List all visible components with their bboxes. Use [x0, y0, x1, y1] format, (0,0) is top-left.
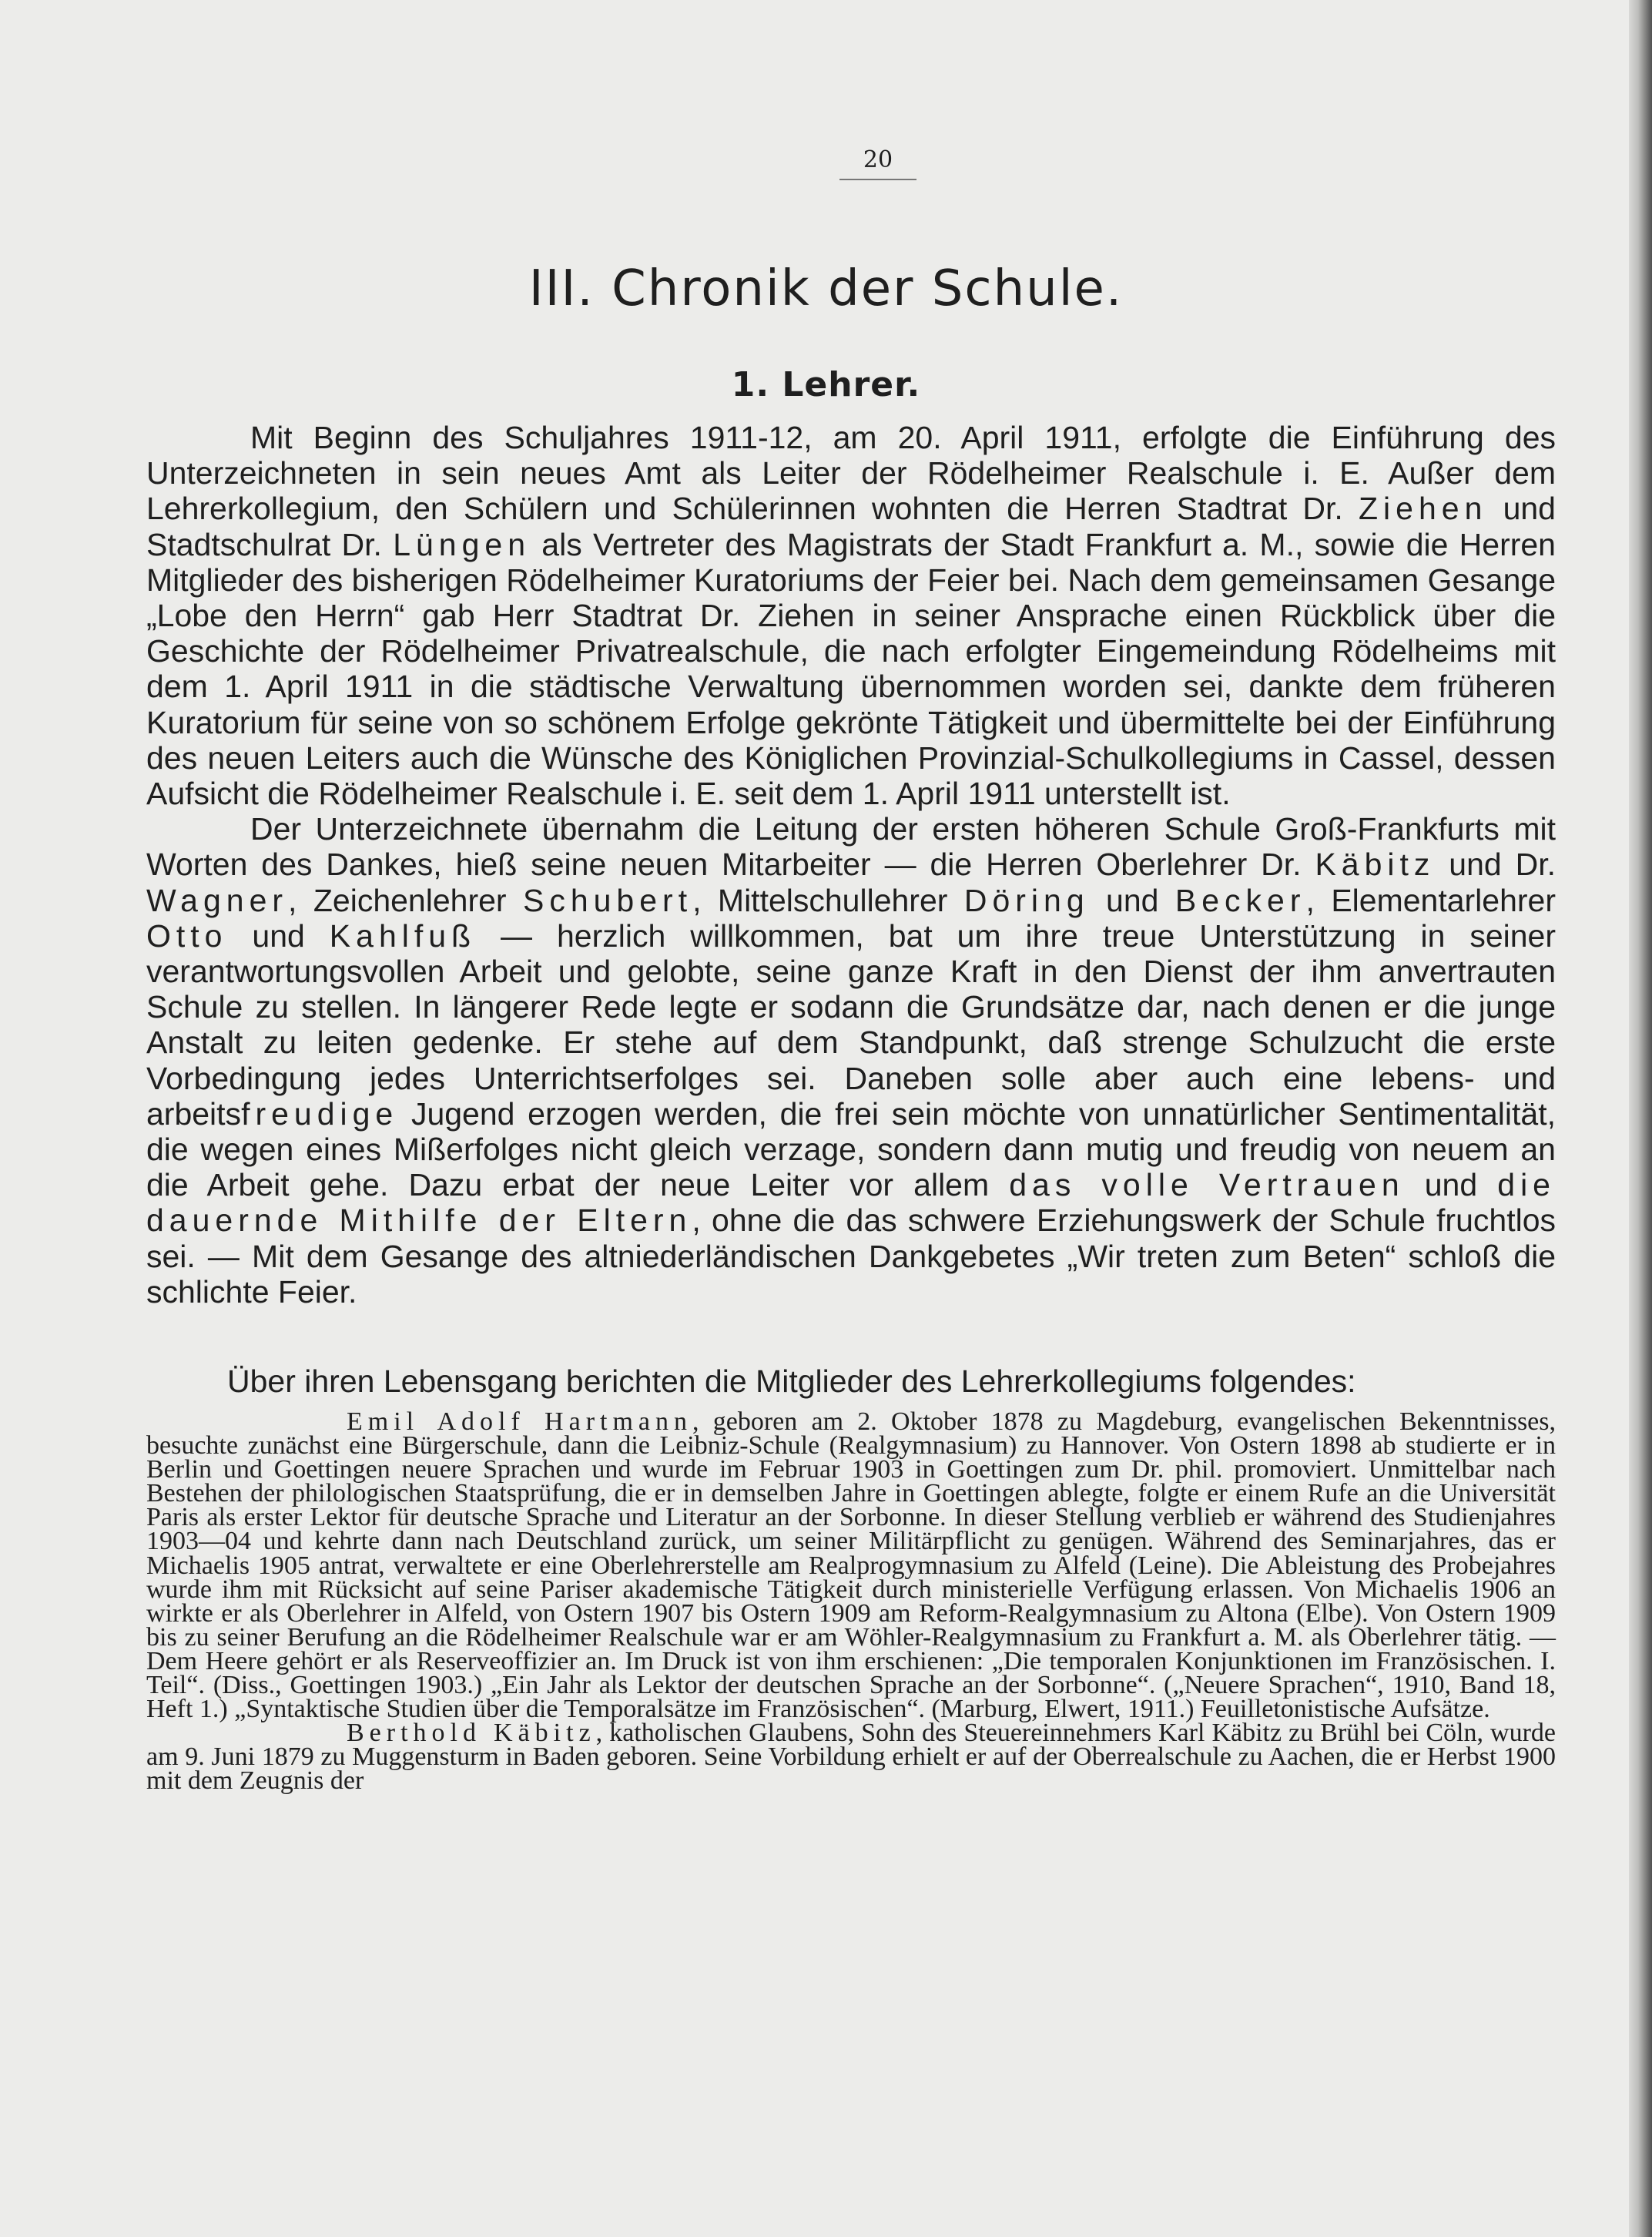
text-run: und Dr.	[1435, 847, 1556, 883]
paragraph-intro: Über ihren Lebensgang berichten die Mitglieder des Lehrerkollegiums folgendes:	[227, 1363, 1356, 1399]
text-run: und	[227, 917, 330, 954]
text-run: , geboren am 2. Oktober 1878 zu Magdeburg, evangelischen Bekenntnisses, besuchte zunächst eine Bürgerschule, dann die Leibniz-Schule (Realgymnasium) zu Hannover. Von Ostern 1898 ab studierte er in Berlin und Goettingen neuere Sprachen und wurde im Februar 1903 in Goettingen zum Dr. phil. promoviert. Unmittelbar nach Bestehen der philologischen Staatsprüfung, die er in demselben Jahre in Goettingen ablegte, folgte er einem Rufe an die Universität Paris als erster Lektor für deutsche Sprache und Literatur an der Sorbonne. In dieser Stellung verblieb er während des Studienjahres 1903—04 und kehrte dann nach Deutschland zurück, um seiner Militärpflicht zu genügen. Während des Seminarjahres, das er Michaelis 1905 antrat, verwaltete er eine Oberlehrerstelle am Realprogymnasium zu Alfeld (Leine). Die Ableistung des Probejahres wurde ihm mit Rücksicht auf seine Pariser akademische Tätigkeit durch ministerielle Verfügung erlassen. Von Michaelis 1906 an wirkte er als Oberlehrer in Alfeld, von Ostern 1907 bis Ostern 1909 am Reform-Realgymnasium zu Altona (Elbe). Von Ostern 1909 bis zu seiner Berufung an die Rödelheimer Realschule war er am Wöhler-Realgymnasium zu Frankfurt a. M. als Oberlehrer tätig. — Dem Heere gehört er als Reserveoffizier an. Im Druck ist von ihm erschienen: „Die temporalen Konjunktionen im Französischen. I. Teil“. (Diss., Goettingen 1903.) „Ein Jahr als Lektor der deutschen Sprache an der Sorbonne“. („Neuere Sprachen“, 1910, Band 18, Heft 1.) „Syntaktische Studien über die Temporalsätze im Französischen“. (Marburg, Elwert, 1911.) Feuilletonistische Aufsätze.	[146, 1407, 1556, 1724]
person-name: Lüngen	[393, 526, 531, 562]
chapter-title: III. Chronik der Schule.	[528, 260, 1124, 317]
text-run: und	[1404, 1167, 1498, 1203]
page-number: 20	[839, 146, 916, 180]
biography-kaebitz	[146, 1719, 1556, 1796]
person-name: Schubert	[522, 882, 693, 918]
text-run: , Elementarlehrer	[1305, 882, 1556, 918]
person-name: Emil Adolf Hartmann	[347, 1407, 692, 1436]
person-name: Ziehen	[1359, 491, 1488, 527]
person-name: Otto	[146, 917, 228, 954]
person-name: Käbitz	[1315, 847, 1436, 883]
person-name: Berthold Käbitz	[347, 1719, 596, 1748]
text-run: als Vertreter des Magistrats der Stadt Frankfurt a. M., sowie die Herren Mitglieder des bisherigen Rödelheimer Kuratoriums der Feier bei. Nach dem gemeinsamen Gesange „Lobe den Herrn“ gab Herr Stadtrat Dr. Ziehen in seiner Ansprache einen Rückblick über die Geschichte der Rödelheimer Privatrealschule, die nach erfolgter Eingemeindung Rödelheims mit dem 1. April 1911 in die städtische Verwaltung übernommen worden sei, dankte dem früheren Kuratorium für seine von so schönem Erfolge gekrönte Tätigkeit und übermittelte bei der Einführung des neuen Leiters auch die Wünsche des Königlichen Provinzial-Schulkollegiums in Cassel, dessen Aufsicht die Rödelheimer Realschule i. E. seit dem 1. April 1911 unterstellt ist.	[146, 526, 1556, 812]
biography-hartmann	[146, 1407, 1556, 1724]
text-run: und Stadtschulrat Dr.	[146, 491, 1556, 562]
text-run: , Mittelschullehrer	[692, 882, 964, 918]
text-run: Jugend erzogen werden, die frei sein möchte von unnatürlicher Sentimentalität, die wegen eines Mißerfolges nicht gleich verzage, sondern dann mutig und freudig von neuem an die Arbeit gehe. Dazu erbat der neue Leiter vor allem	[146, 1095, 1556, 1203]
person-name: Döring	[963, 882, 1090, 918]
page-edge-shadow	[1629, 0, 1652, 2237]
text-run: , ohne die das schwere Erziehungswerk der Schule fruchtlos sei. — Mit dem Gesange des altniederländischen Dankgebetes „Wir treten zum Beten“ schloß die schlichte Feier.	[146, 1202, 1556, 1310]
paragraph-inauguration	[146, 420, 1556, 811]
emphasized-word: freudige	[241, 1095, 399, 1132]
text-run: — herzlich willkommen, bat um ihre treue Unterstützung in seiner verantwortungsvollen Arbeit und gelobte, seine ganze Kraft in den Dienst der ihm anvertrauten Schule zu stellen. In längerer Rede legte er sodann die Grundsätze dar, nach denen er die junge Anstalt zu leiten gedenke. Er stehe auf dem Standpunkt, daß strenge Schulzucht die erste Vorbedingung jedes Unterrichtserfolges sei. Daneben solle aber auch eine lebens- und arbeits	[146, 917, 1556, 1132]
biography-intro	[146, 1362, 1556, 1400]
emphasized-phrase: das volle Vertrauen	[1009, 1167, 1405, 1203]
ceremony-text	[146, 420, 1556, 1310]
person-name: Wagner	[146, 882, 289, 918]
text-run: Mit Beginn des Schuljahres 1911-12, am 20. April 1911, erfolgte die Einführung des Unterzeichneten in sein neues Amt als Leiter der Rödelheimer Realschule i. E. Außer dem Lehrerkollegium, den Schülern und Schülerinnen wohnten die Herren Stadtrat Dr.	[146, 420, 1556, 527]
text-run: , katholischen Glaubens, Sohn des Steuereinnehmers Karl Käbitz zu Brühl bei Cöln, wurde am 9. Juni 1879 zu Muggensturm in Baden geboren. Seine Vorbildung erhielt er auf der Oberrealschule zu Aachen, die er Herbst 1900 mit dem Zeugnis der	[146, 1719, 1556, 1796]
biographies	[146, 1407, 1556, 1796]
text-run: , Zeichenlehrer	[288, 882, 523, 918]
text-run: und	[1089, 882, 1175, 918]
section-title: 1. Lehrer.	[731, 365, 921, 404]
paragraph-welcome	[146, 811, 1556, 1310]
person-name: Kahlfuß	[329, 917, 477, 954]
text-run: Der Unterzeichnete übernahm die Leitung der ersten höheren Schule Groß-Frankfurts mit Worten des Dankes, hieß seine neuen Mitarbeiter — die Herren Oberlehrer Dr.	[146, 811, 1556, 883]
emphasized-phrase: die dauernde Mithilfe der Eltern	[146, 1167, 1556, 1239]
person-name: Becker	[1174, 882, 1306, 918]
